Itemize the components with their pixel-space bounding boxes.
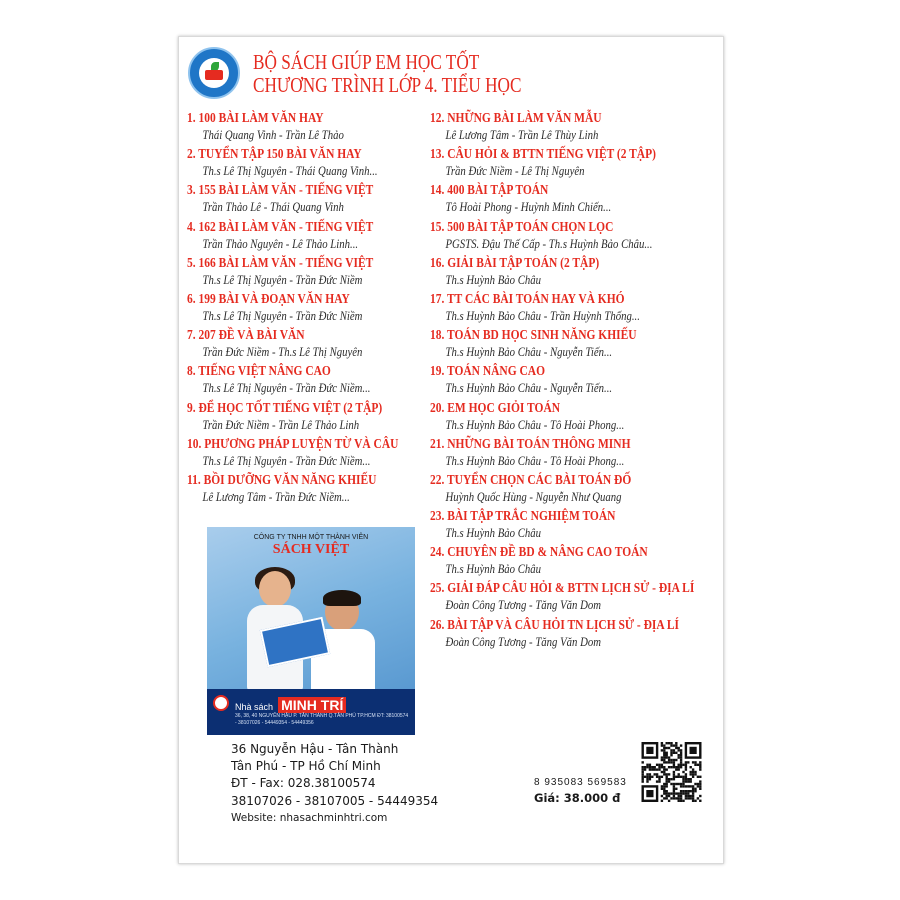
book-entry bbox=[430, 544, 720, 580]
book-title: 12. NHỮNG BÀI LÀM VĂN MẪU bbox=[430, 111, 602, 126]
qr-code-icon bbox=[634, 742, 709, 802]
promo-footer bbox=[207, 689, 415, 735]
book-entry bbox=[187, 363, 427, 399]
book-authors: Trần Đức Niềm - Th.s Lê Thị Nguyên bbox=[202, 345, 363, 360]
book-title: 3. 155 BÀI LÀM VĂN - TIẾNG VIỆT bbox=[187, 183, 374, 199]
book-entry bbox=[430, 363, 720, 399]
book-authors: Trần Thảo Nguyên - Lê Thảo Linh... bbox=[202, 236, 359, 251]
book-authors: Th.s Huỳnh Bảo Châu - Trần Huỳnh Thống... bbox=[445, 308, 640, 323]
book-authors: Th.s Huỳnh Bảo Châu - Nguyễn Tiến... bbox=[445, 381, 613, 396]
book-title: 15. 500 BÀI TẬP TOÁN CHỌN LỌC bbox=[430, 219, 614, 235]
book-title: 19. TOÁN NÂNG CAO bbox=[430, 364, 546, 380]
bookstore-name: MINH TRÍ bbox=[278, 697, 346, 713]
girl-head bbox=[259, 571, 291, 607]
book-entry bbox=[187, 182, 427, 218]
book-entry bbox=[187, 255, 427, 291]
book-authors: Th.s Huỳnh Bảo Châu - Tô Hoài Phong... bbox=[445, 453, 625, 468]
series-title bbox=[253, 51, 521, 97]
book-authors: Đoàn Công Tương - Tăng Văn Dom bbox=[445, 634, 602, 649]
bookstore-brand bbox=[235, 695, 346, 714]
book-entry bbox=[187, 146, 427, 182]
price: Giá: 38.000 đ bbox=[534, 791, 621, 805]
website: Website: nhasachminhtri.com bbox=[231, 811, 388, 824]
book-authors: Th.s Lê Thị Nguyên - Thái Quang Vinh... bbox=[202, 164, 378, 179]
barcode-number: 8 935083 569583 bbox=[534, 777, 627, 788]
address-line-2: Tân Phú - TP Hồ Chí Minh bbox=[231, 759, 381, 774]
phone-numbers: 38107026 - 38107005 - 54449354 bbox=[231, 793, 439, 808]
book-authors: Lê Lương Tâm - Trần Đức Niềm... bbox=[202, 489, 350, 504]
book-title: 25. GIẢI ĐÁP CÂU HỎI & BTTN LỊCH SỬ - ĐỊA LÍ bbox=[430, 581, 695, 597]
book-authors: Trần Đức Niềm - Lê Thị Nguyên bbox=[445, 164, 585, 179]
logo-book-icon bbox=[205, 70, 223, 80]
book-entry bbox=[187, 327, 427, 363]
book-entry bbox=[430, 400, 720, 436]
book-entry bbox=[430, 617, 720, 653]
book-authors: Trần Thảo Lê - Thái Quang Vinh bbox=[202, 200, 344, 215]
promo-brand: SÁCH VIỆT bbox=[272, 542, 350, 557]
book-title: 5. 166 BÀI LÀM VĂN - TIẾNG VIỆT bbox=[187, 255, 374, 271]
book-entry bbox=[430, 291, 720, 327]
book-authors: Trần Đức Niềm - Trần Lê Thảo Linh bbox=[202, 417, 360, 432]
book-authors: Th.s Huỳnh Bảo Châu - Tô Hoài Phong... bbox=[445, 417, 625, 432]
boy-hair bbox=[323, 590, 361, 606]
book-title: 24. CHUYÊN ĐỀ BD & NÂNG CAO TOÁN bbox=[430, 545, 648, 561]
book-title: 14. 400 BÀI TẬP TOÁN bbox=[430, 183, 549, 199]
book-authors: Th.s Huỳnh Bảo Châu bbox=[445, 272, 542, 287]
book-authors: Th.s Huỳnh Bảo Châu bbox=[445, 526, 542, 541]
promo-header bbox=[207, 533, 415, 558]
book-authors: Th.s Lê Thị Nguyên - Trần Đức Niềm bbox=[202, 272, 363, 287]
book-entry bbox=[430, 110, 720, 146]
book-entry bbox=[187, 291, 427, 327]
book-entry bbox=[430, 255, 720, 291]
book-list-left bbox=[187, 110, 427, 508]
bookstore-logo-icon bbox=[213, 695, 229, 711]
series-title-line-1: BỘ SÁCH GIÚP EM HỌC TỐT bbox=[253, 50, 480, 74]
book-title: 13. CÂU HỎI & BTTN TIẾNG VIỆT (2 TẬP) bbox=[430, 147, 656, 163]
book-entry bbox=[187, 400, 427, 436]
book-authors: PGSTS. Đậu Thế Cấp - Th.s Huỳnh Bảo Châu... bbox=[445, 236, 653, 251]
book-title: 4. 162 BÀI LÀM VĂN - TIẾNG VIỆT bbox=[187, 219, 374, 235]
book-entry bbox=[187, 472, 427, 508]
qr-code-graphic bbox=[634, 742, 709, 802]
book-authors: Th.s Lê Thị Nguyên - Trần Đức Niềm... bbox=[202, 381, 371, 396]
promo-image bbox=[207, 527, 415, 735]
book-title: 8. TIẾNG VIỆT NÂNG CAO bbox=[187, 364, 331, 380]
book-authors: Thái Quang Vinh - Trần Lê Thảo bbox=[202, 128, 344, 142]
book-title: 26. BÀI TẬP VÀ CÂU HỎI TN LỊCH SỬ - ĐỊA LÍ bbox=[430, 617, 679, 633]
book-authors: Huỳnh Quốc Hùng - Nguyễn Như Quang bbox=[445, 489, 622, 504]
book-authors: Th.s Lê Thị Nguyên - Trần Đức Niềm... bbox=[202, 453, 371, 468]
book-entry bbox=[430, 327, 720, 363]
book-title: 2. TUYỂN TẬP 150 BÀI VĂN HAY bbox=[187, 147, 362, 163]
book-entry bbox=[430, 508, 720, 544]
address-line-1: 36 Nguyễn Hậu - Tân Thành bbox=[231, 742, 399, 756]
book-title: 10. PHƯƠNG PHÁP LUYỆN TỪ VÀ CÂU bbox=[187, 436, 399, 452]
book-entry bbox=[430, 182, 720, 218]
bookstore-prefix: Nhà sách bbox=[235, 702, 274, 712]
book-entry bbox=[430, 436, 720, 472]
book-authors: Lê Lương Tâm - Trần Lê Thùy Linh bbox=[445, 128, 599, 142]
book-title: 17. TT CÁC BÀI TOÁN HAY VÀ KHÓ bbox=[430, 291, 625, 307]
book-title: 11. BỒI DƯỠNG VĂN NĂNG KHIẾU bbox=[187, 472, 377, 488]
book-authors: Th.s Huỳnh Bảo Châu - Nguyễn Tiến... bbox=[445, 345, 613, 360]
contact-info bbox=[231, 741, 438, 827]
book-authors: Th.s Lê Thị Nguyên - Trần Đức Niềm bbox=[202, 308, 363, 323]
book-entry bbox=[430, 580, 720, 616]
book-authors: Th.s Huỳnh Bảo Châu bbox=[445, 562, 542, 577]
book-title: 1. 100 BÀI LÀM VĂN HAY bbox=[187, 111, 324, 126]
book-title: 22. TUYỂN CHỌN CÁC BÀI TOÁN ĐỐ bbox=[430, 472, 632, 488]
book-title: 7. 207 ĐỀ VÀ BÀI VĂN bbox=[187, 328, 305, 344]
series-title-line-2: CHƯƠNG TRÌNH LỚP 4. TIỂU HỌC bbox=[253, 73, 522, 97]
book-entry bbox=[187, 110, 427, 146]
book-back-cover bbox=[178, 36, 724, 864]
book-title: 9. ĐỂ HỌC TỐT TIẾNG VIỆT (2 TẬP) bbox=[187, 400, 383, 416]
book-entry bbox=[430, 146, 720, 182]
book-list-right bbox=[430, 110, 720, 653]
promo-company: CÔNG TY TNHH MỘT THÀNH VIÊN bbox=[253, 534, 369, 541]
publisher-logo-icon bbox=[188, 47, 240, 99]
book-title: 18. TOÁN BD HỌC SINH NĂNG KHIẾU bbox=[430, 328, 637, 344]
bookstore-address: 36, 38, 40 NGUYỄN HẬU P. TÂN THÀNH Q.TÂN PHÚ TP.HCM ĐT: 38100574 - 38107026 - 54449354 - 54449356 bbox=[235, 713, 409, 726]
book-title: 21. NHỮNG BÀI TOÁN THÔNG MINH bbox=[430, 436, 631, 452]
book-entry bbox=[187, 436, 427, 472]
book-title: 16. GIẢI BÀI TẬP TOÁN (2 TẬP) bbox=[430, 255, 600, 271]
book-entry bbox=[187, 219, 427, 255]
book-title: 6. 199 BÀI VÀ ĐOẠN VĂN HAY bbox=[187, 291, 350, 307]
book-entry bbox=[430, 472, 720, 508]
book-authors: Tô Hoài Phong - Huỳnh Minh Chiến... bbox=[445, 200, 612, 215]
book-authors: Đoàn Công Tương - Tăng Văn Dom bbox=[445, 598, 602, 613]
book-title: 20. EM HỌC GIỎI TOÁN bbox=[430, 400, 561, 416]
book-title: 23. BÀI TẬP TRẮC NGHIỆM TOÁN bbox=[430, 509, 616, 525]
logo-inner bbox=[199, 58, 229, 88]
phone-fax: ĐT - Fax: 028.38100574 bbox=[231, 776, 376, 791]
book-entry bbox=[430, 219, 720, 255]
